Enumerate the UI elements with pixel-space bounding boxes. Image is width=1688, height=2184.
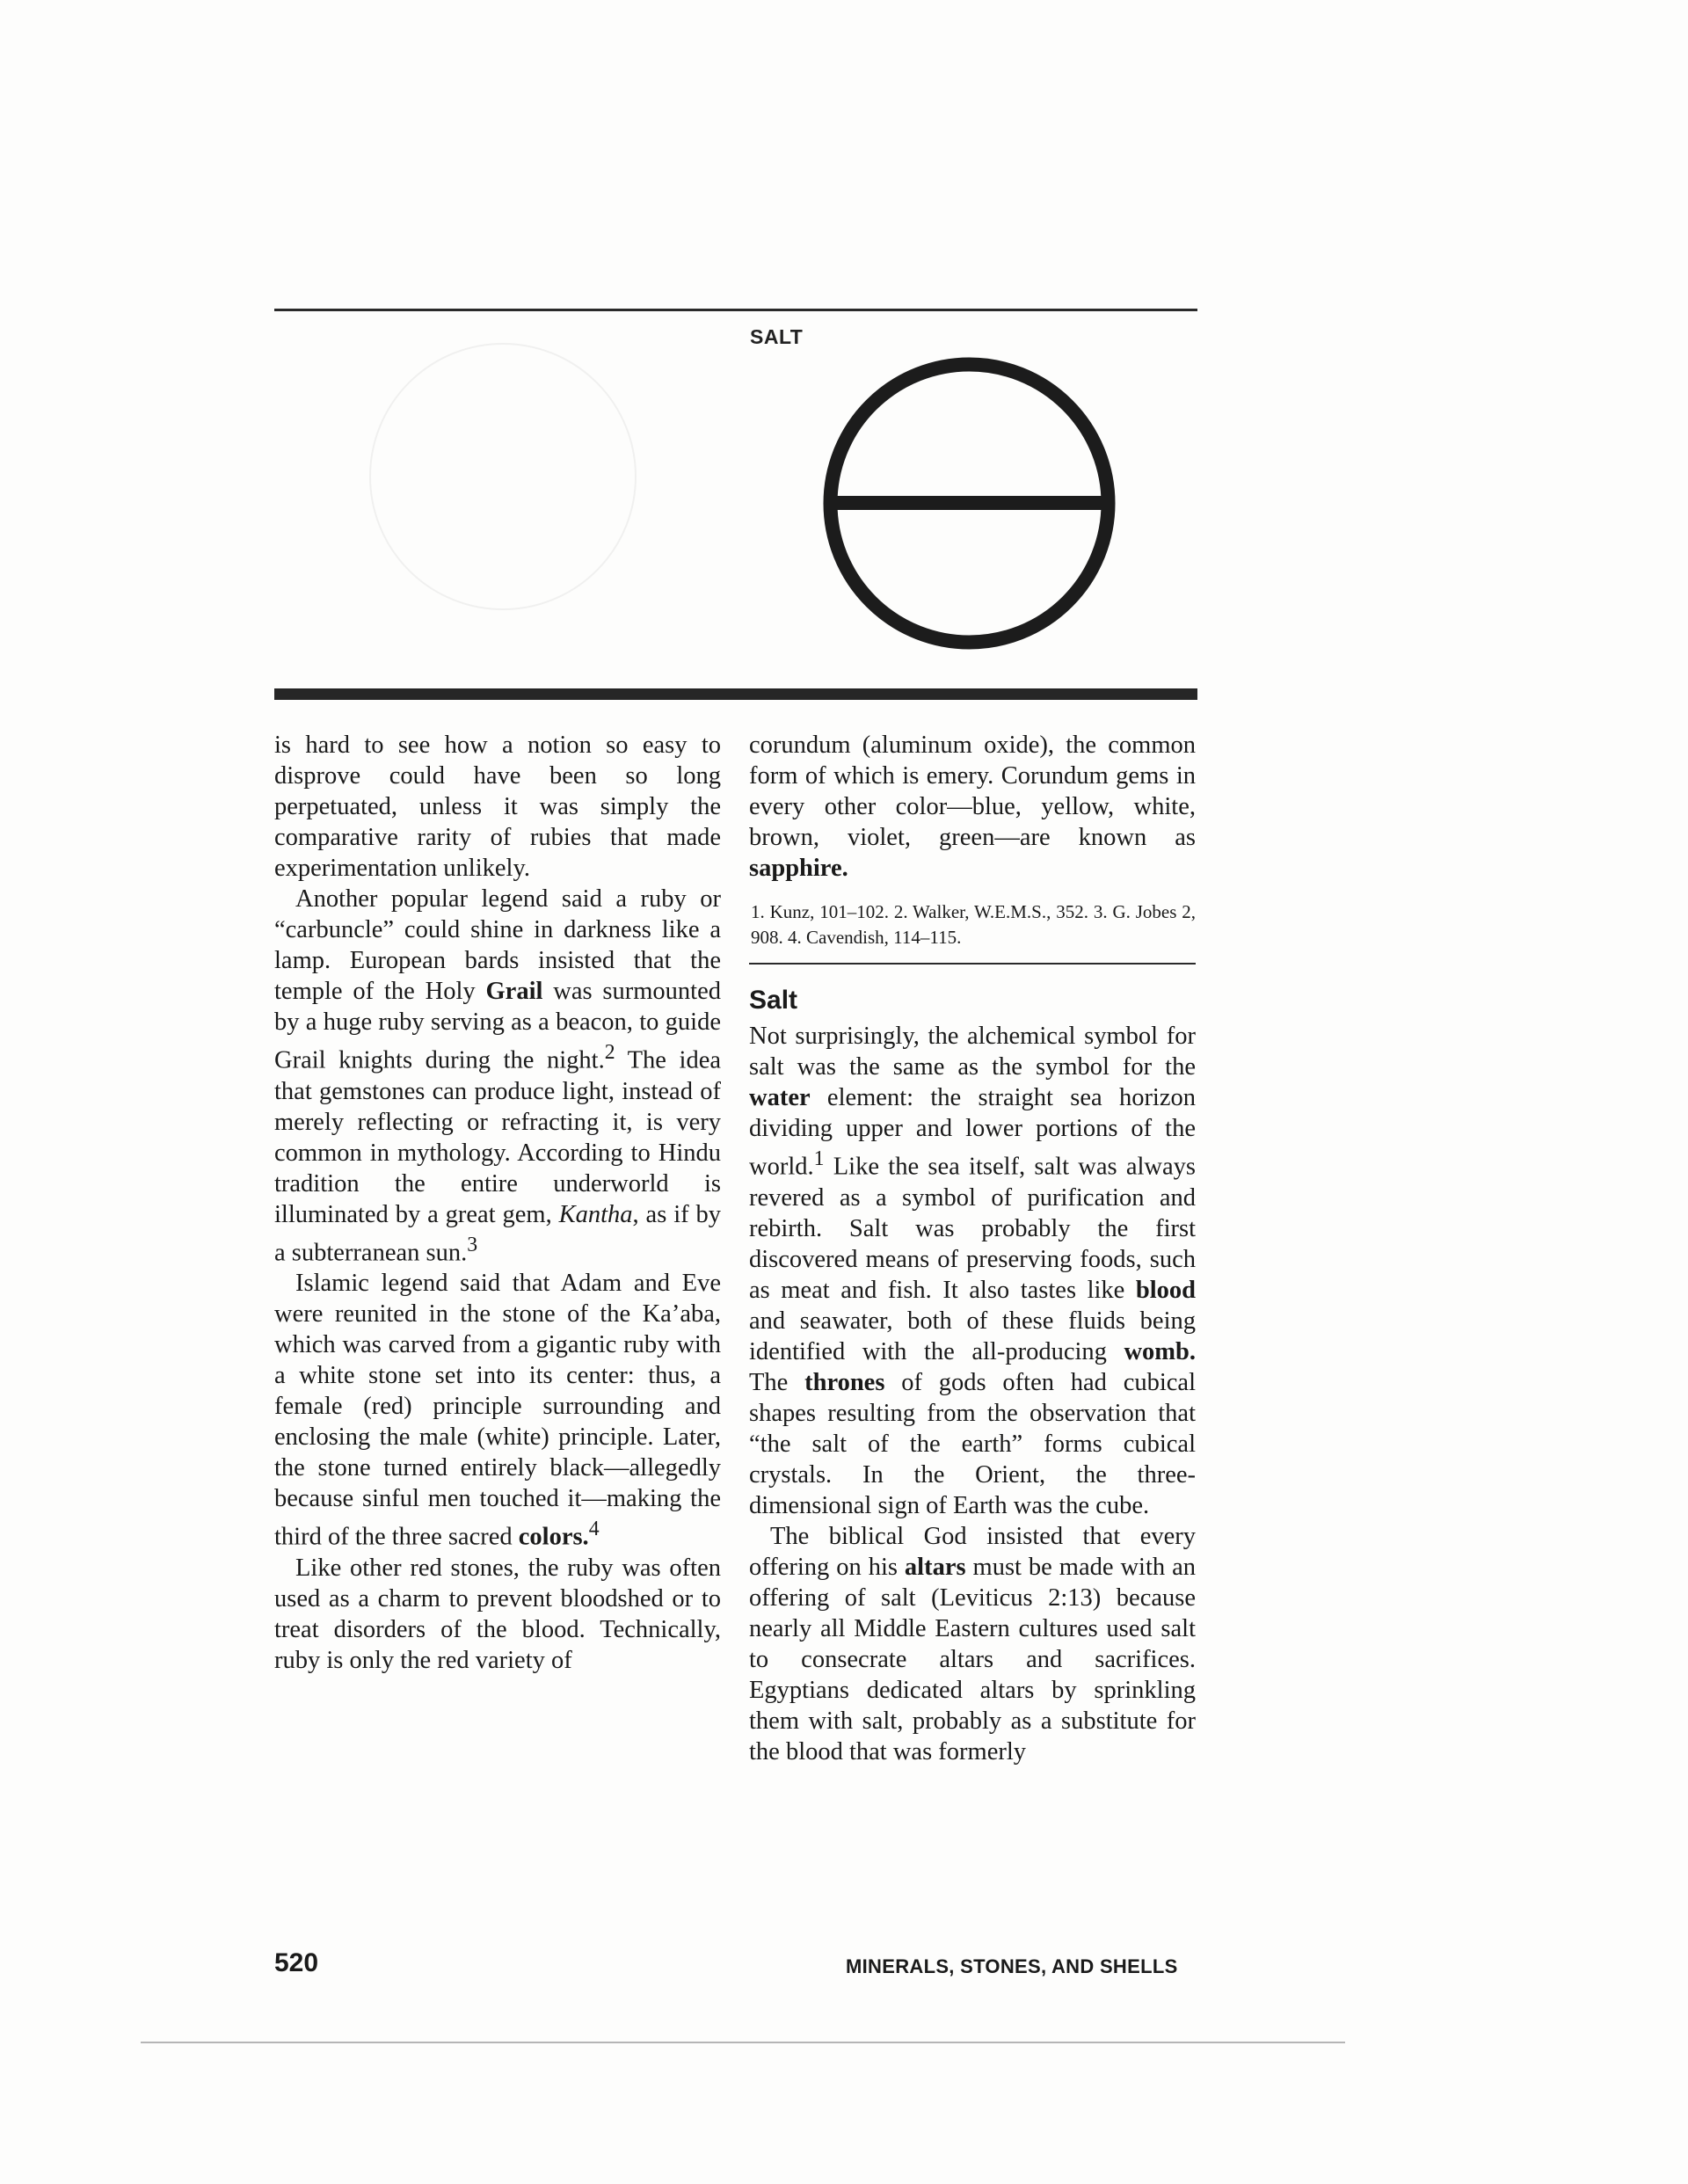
running-footer: MINERALS, STONES, AND SHELLS: [846, 1955, 1178, 1977]
paragraph-text: and seawater, both of these fluids being identified with the all-producing: [749, 1307, 1196, 1365]
paragraph: [749, 1521, 1196, 1767]
bleed-through-shape: [369, 343, 637, 610]
paragraph-text: The biblical God insisted that every offering on his: [749, 1522, 1196, 1581]
paragraph-text: Another popular legend said a ruby or “carbuncle” could shine in darkness like a lamp. European bards insisted that the temple of the Holy: [274, 885, 721, 1005]
paragraph-text: of gods often had cubical shapes resulting from the observation that “the salt of the earth” forms cubical crystals. In the Orient, the three-dimensional sign of Earth was the cube.: [749, 1368, 1196, 1519]
paragraph-text: Like the sea itself, salt was always revered as a symbol of purification and rebirth. Salt was probably the first discovered means of preserving foods, such as meat and fish. It also tastes like: [749, 1153, 1196, 1304]
paragraph-text: The: [749, 1368, 805, 1396]
paragraph-text: must be made with an offering of salt (Leviticus 2:13) because nearly all Middle Eastern cultures used salt to consecrate altars and sacrifices. Egyptians dedicated altars by sprinkling them with salt, probably as a substitute for the blood that was formerly: [749, 1553, 1196, 1765]
right-column: [749, 730, 1196, 1767]
paragraph: [274, 1553, 721, 1676]
header-rule: [274, 309, 1197, 311]
paragraph-text: Islamic legend said that Adam and Eve were reunited in the stone of the Ka’aba, which was carved from a gigantic ruby with a white stone set into its center: thus, a female (red) principle surrounding and enclosing the male (white) principle. Later, the stone turned entirely black—allegedly because sinful men touched it—making the third of the three sacred: [274, 1270, 721, 1551]
paragraph-text: was surmounted by a huge ruby serving as a beacon, to guide Grail knights during the night.: [274, 978, 721, 1074]
cross-reference: water: [749, 1084, 811, 1111]
cross-reference: thrones: [804, 1368, 885, 1396]
paragraph: [274, 1268, 721, 1553]
left-column: [274, 730, 721, 1676]
footnote-marker: 3: [467, 1233, 478, 1256]
section-label: SALT: [750, 325, 804, 348]
paragraph-text: Not surprisingly, the alchemical symbol for salt was the same as the symbol for the: [749, 1023, 1196, 1081]
cross-reference: blood: [1135, 1276, 1196, 1304]
italic-term: Kantha: [558, 1200, 633, 1228]
entry-title: Salt: [749, 986, 798, 1015]
cross-reference: Grail: [485, 978, 543, 1005]
footnotes: 1. Kunz, 101–102. 2. Walker, W.E.M.S., 352. 3. G. Jobes 2, 908. 4. Cavendish, 114–115.: [751, 901, 1196, 948]
footnote-marker: 4: [588, 1518, 600, 1540]
paragraph-text: The idea that gemstones can produce light, instead of merely reflecting or refracting it, is very common in mythology. According to Hindu tradition the entire underworld is illuminated by a great gem,: [274, 1046, 721, 1228]
paragraph-text: , as if by a subterranean sun.: [274, 1200, 721, 1266]
paragraph-text: corundum (aluminum oxide), the common form of which is emery. Corundum gems in every other color—blue, yellow, white, brown, violet, green—are known as: [749, 732, 1196, 851]
salt-alchemical-symbol-icon: [818, 352, 1121, 655]
scan-edge-line: [141, 2042, 1345, 2043]
symbol-horizon-bar: [830, 496, 1109, 510]
header-thick-rule: [274, 688, 1197, 700]
paragraph-text: is hard to see how a notion so easy to disprove could have been so long perpetuated, unless it was simply the comparative rarity of rubies that made experimentation unlikely.: [274, 732, 721, 882]
footnote-marker: 2: [604, 1041, 615, 1064]
cross-reference: colors.: [518, 1523, 589, 1551]
paragraph: [274, 884, 721, 1268]
paragraph: [749, 730, 1196, 884]
footnote-marker: 1: [813, 1147, 825, 1170]
paragraph-text: element: the straight sea horizon dividing upper and lower portions of the world.: [749, 1084, 1196, 1181]
page-number: 520: [274, 1948, 319, 1977]
cross-reference: sapphire.: [749, 855, 848, 882]
paragraph-text: Like other red stones, the ruby was often used as a charm to prevent bloodshed or to treat disorders of the blood. Technically, ruby is only the red variety of: [274, 1554, 721, 1674]
cross-reference: womb.: [1124, 1337, 1196, 1365]
paragraph: [274, 730, 721, 884]
entry-divider-rule: [749, 963, 1196, 965]
cross-reference: altars: [904, 1553, 966, 1581]
paragraph: [749, 1021, 1196, 1521]
